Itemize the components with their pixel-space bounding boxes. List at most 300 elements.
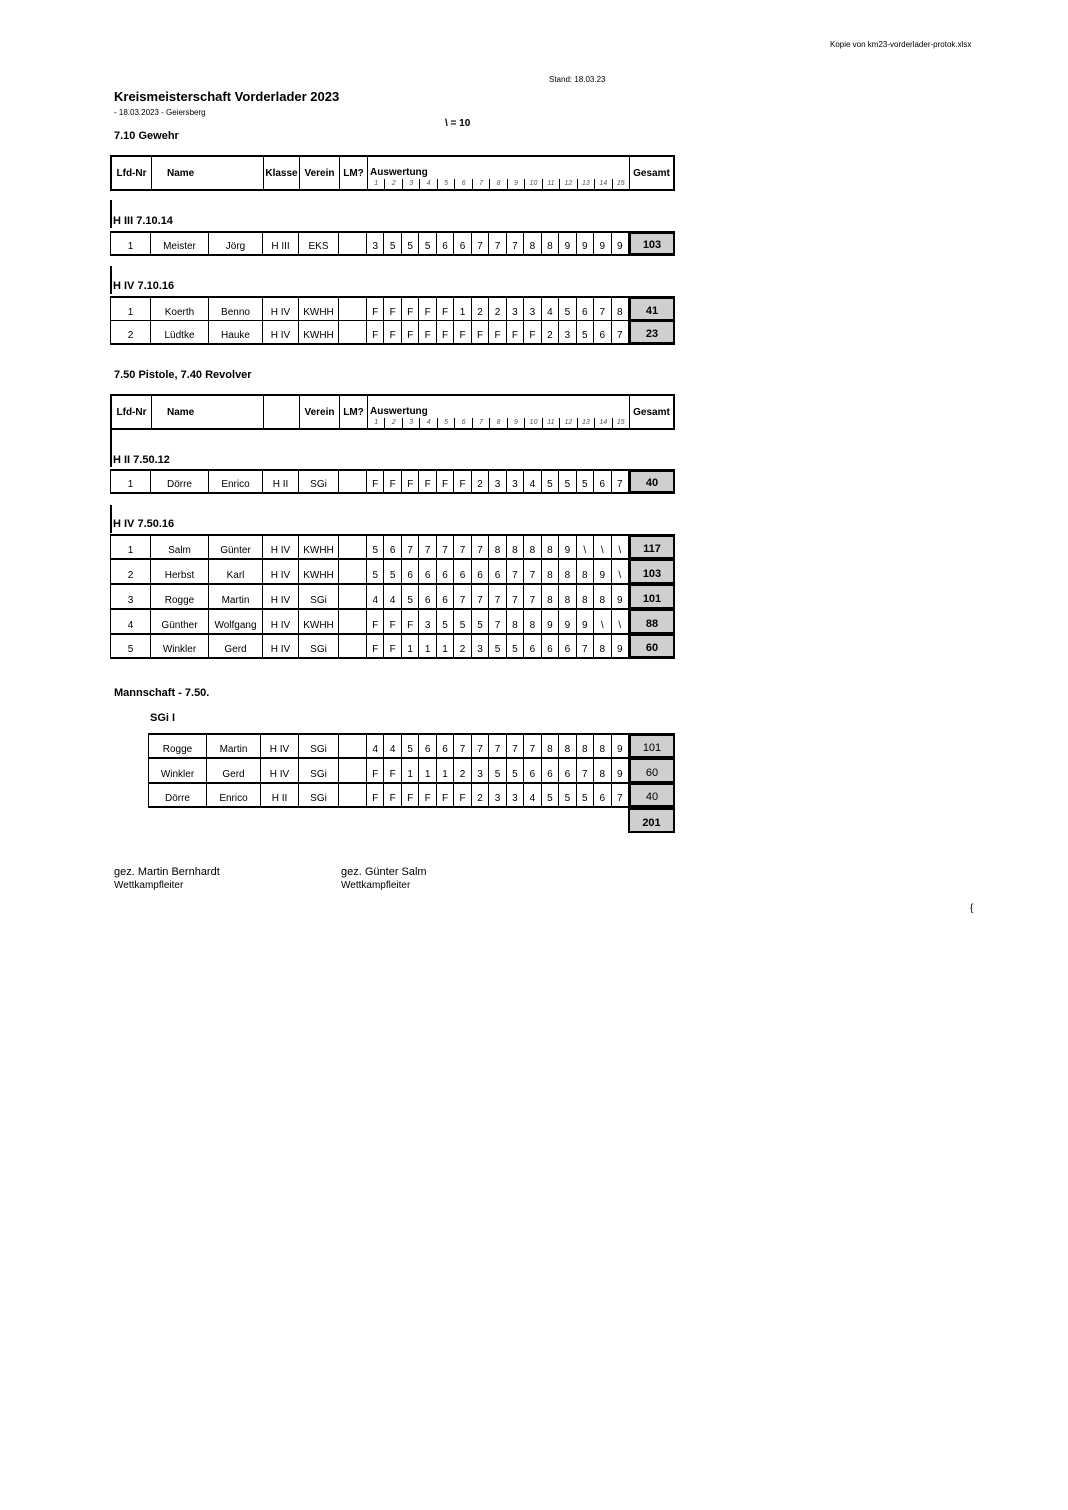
shot-cell: 6 — [454, 560, 471, 583]
team-section-title: Mannschaft - 7.50. — [114, 687, 210, 699]
shot-cell: 2 — [454, 635, 471, 657]
shot-cell: 9 — [559, 610, 576, 633]
header-klasse: Klasse — [264, 157, 300, 189]
total-cell: 101 — [629, 584, 675, 609]
shot-cell: 9 — [612, 759, 629, 782]
shot-cell: 4 — [367, 735, 384, 757]
shot-cell: F — [367, 610, 384, 633]
shot-cell: 7 — [612, 471, 629, 492]
shot-cell: 1 — [437, 759, 454, 782]
shot-cell: 9 — [577, 233, 594, 254]
first-name-cell: Hauke — [209, 321, 263, 343]
shot-cell: 7 — [419, 536, 436, 558]
shot-cell: F — [489, 321, 506, 343]
klasse-cell: H IV — [261, 759, 299, 782]
shot-cell: F — [384, 471, 401, 492]
shot-cell: 6 — [419, 560, 436, 583]
shot-cell: 5 — [559, 471, 576, 492]
shot-cell: 6 — [594, 321, 611, 343]
shot-cell: 5 — [384, 560, 401, 583]
shot-cell: 7 — [472, 233, 489, 254]
shot-cell: 7 — [507, 233, 524, 254]
table-header-pistole — [110, 394, 675, 430]
shot-cell: 8 — [594, 585, 611, 608]
team-row — [148, 758, 675, 783]
shot-cell: F — [384, 321, 401, 343]
shot-cell: 3 — [507, 298, 524, 320]
table-row — [110, 469, 675, 494]
shot-cell: 5 — [367, 536, 384, 558]
lfd-nr-cell: 1 — [111, 536, 151, 558]
shot-cell: 6 — [454, 233, 471, 254]
header-verein: Verein — [300, 157, 340, 189]
first-name-cell: Günter — [209, 536, 263, 558]
shot-cell: 8 — [524, 233, 541, 254]
shot-cell: 8 — [542, 735, 559, 757]
shot-cell: 3 — [559, 321, 576, 343]
last-name-cell: Günther — [151, 610, 209, 633]
page-title: Kreismeisterschaft Vorderlader 2023 — [114, 89, 340, 104]
signature-role: Wettkampfleiter — [114, 880, 184, 891]
table-header-gewehr — [110, 155, 675, 191]
header-lm: LM? — [340, 396, 368, 428]
shot-cell: F — [437, 471, 454, 492]
klasse-cell: H IV — [263, 560, 299, 583]
klasse-cell: H IV — [263, 585, 299, 608]
shot-cell: F — [384, 759, 401, 782]
shot-cell: 9 — [594, 233, 611, 254]
last-name-cell: Dörre — [151, 471, 209, 492]
verein-cell: SGi — [299, 735, 339, 757]
shot-cell: F — [367, 759, 384, 782]
shot-cell: 5 — [454, 610, 471, 633]
shot-cell: 6 — [472, 560, 489, 583]
shot-cell: 8 — [559, 560, 576, 583]
shot-cell: 1 — [402, 759, 419, 782]
shot-cell: 3 — [489, 471, 506, 492]
klasse-cell: H II — [263, 471, 299, 492]
shot-cell: 9 — [559, 536, 576, 558]
header-auswertung — [368, 157, 630, 189]
verein-cell: KWHH — [299, 610, 339, 633]
first-name-cell: Jörg — [209, 233, 263, 254]
table-row — [110, 320, 675, 345]
total-cell: 103 — [629, 559, 675, 584]
shot-cell: F — [384, 635, 401, 657]
shot-cell: 7 — [489, 585, 506, 608]
verein-cell: SGi — [299, 585, 339, 608]
shot-cell: 4 — [542, 298, 559, 320]
lm-cell — [339, 536, 367, 558]
shot-cell: 7 — [524, 585, 541, 608]
last-name-cell: Dörre — [149, 784, 207, 806]
klasse-cell: H IV — [263, 635, 299, 657]
backslash-legend: \ = 10 — [445, 118, 471, 129]
shot-cell: 8 — [542, 536, 559, 558]
total-cell: 117 — [629, 535, 675, 559]
verein-cell: SGi — [299, 759, 339, 782]
shot-cell: 8 — [577, 735, 594, 757]
shot-cell: F — [402, 784, 419, 806]
page-subtitle: - 18.03.2023 - Geiersberg — [114, 108, 206, 117]
shot-cell: 2 — [472, 784, 489, 806]
shot-cell: 2 — [454, 759, 471, 782]
shot-cell: \ — [612, 560, 629, 583]
header-gesamt: Gesamt — [633, 167, 670, 179]
shot-numbers: 1 2 3 4 5 6 7 8 9 10 11 12 13 14 15 — [368, 418, 629, 428]
shot-cell: 5 — [437, 610, 454, 633]
shot-cell: 3 — [524, 298, 541, 320]
klasse-cell: H II — [261, 784, 299, 806]
shot-cell: 5 — [577, 471, 594, 492]
first-name-cell: Benno — [209, 298, 263, 320]
shot-cell: \ — [612, 610, 629, 633]
first-name-cell: Martin — [207, 735, 261, 757]
shot-cell: F — [367, 321, 384, 343]
last-name-cell: Lüdtke — [151, 321, 209, 343]
first-name-cell: Enrico — [207, 784, 261, 806]
first-name-cell: Gerd — [209, 635, 263, 657]
shot-cell: 3 — [367, 233, 384, 254]
shot-cell: 5 — [507, 635, 524, 657]
shot-cell: 8 — [542, 560, 559, 583]
shot-cell: 8 — [577, 560, 594, 583]
lm-cell — [339, 610, 367, 633]
shot-cell: 4 — [524, 784, 541, 806]
table-row — [110, 559, 675, 584]
shot-cell: 6 — [419, 585, 436, 608]
header-name: Name — [152, 396, 264, 428]
shot-cell: F — [384, 298, 401, 320]
shot-cell: 9 — [612, 635, 629, 657]
verein-cell: SGi — [299, 784, 339, 806]
lm-cell — [339, 635, 367, 657]
shot-cell: 5 — [402, 735, 419, 757]
shot-cell: 8 — [524, 536, 541, 558]
team-row — [148, 733, 675, 758]
header-auswertung-label: Auswertung — [370, 167, 428, 178]
shot-cell: F — [367, 635, 384, 657]
last-name-cell: Winkler — [151, 635, 209, 657]
shot-cell: F — [402, 471, 419, 492]
last-name-cell: Herbst — [151, 560, 209, 583]
shot-cell: 9 — [594, 560, 611, 583]
lm-cell — [339, 321, 367, 343]
shot-cell: 6 — [594, 471, 611, 492]
shot-cell: 5 — [559, 784, 576, 806]
lm-cell — [339, 735, 367, 757]
lfd-nr-cell: 4 — [111, 610, 151, 633]
shot-cell: 5 — [489, 635, 506, 657]
first-name-cell: Karl — [209, 560, 263, 583]
verein-cell: KWHH — [299, 298, 339, 320]
shot-cell: \ — [594, 610, 611, 633]
klasse-cell: H IV — [261, 735, 299, 757]
shot-cell: 8 — [524, 610, 541, 633]
shot-cell: 7 — [437, 536, 454, 558]
table-row — [110, 609, 675, 634]
shot-cell: 9 — [577, 610, 594, 633]
shot-cell: 5 — [489, 759, 506, 782]
lm-cell — [339, 784, 367, 806]
total-cell: 103 — [629, 232, 675, 255]
shot-cell: F — [472, 321, 489, 343]
shot-cell: F — [402, 610, 419, 633]
shot-cell: 5 — [542, 471, 559, 492]
shot-cell: F — [402, 321, 419, 343]
shot-cell: 8 — [594, 635, 611, 657]
header-verein: Verein — [300, 396, 340, 428]
shot-cell: F — [419, 784, 436, 806]
shot-cell: 9 — [559, 233, 576, 254]
shot-cell: 8 — [489, 536, 506, 558]
shot-cell: 5 — [402, 585, 419, 608]
first-name-cell: Enrico — [209, 471, 263, 492]
team-name: SGi I — [150, 712, 176, 724]
lfd-nr-cell: 2 — [111, 321, 151, 343]
shot-cell: 7 — [489, 610, 506, 633]
shot-cell: 7 — [594, 298, 611, 320]
signature-name: gez. Günter Salm — [341, 866, 427, 878]
shot-cell: F — [437, 321, 454, 343]
shot-cell: 4 — [384, 585, 401, 608]
shot-cell: 7 — [612, 784, 629, 806]
signature-name: gez. Martin Bernhardt — [114, 866, 220, 878]
shot-cell: 3 — [489, 784, 506, 806]
lfd-nr-cell: 1 — [111, 233, 151, 254]
table-row — [110, 634, 675, 659]
shot-cell: 6 — [489, 560, 506, 583]
stand-date: Stand: 18.03.23 — [549, 75, 606, 84]
file-name: Kopie von km23-vorderlader-protok.xlsx — [830, 40, 972, 49]
shot-cell: F — [454, 321, 471, 343]
shot-cell: 7 — [524, 560, 541, 583]
shot-cell: F — [454, 784, 471, 806]
lm-cell — [339, 560, 367, 583]
shot-cell: F — [507, 321, 524, 343]
lfd-nr-cell: 2 — [111, 560, 151, 583]
lfd-nr-cell: 1 — [111, 471, 151, 492]
header-auswertung — [368, 396, 630, 428]
table-row — [110, 231, 675, 256]
group-title: H IV 7.50.16 — [113, 518, 175, 530]
lfd-nr-cell: 3 — [111, 585, 151, 608]
header-klasse-empty — [264, 396, 300, 428]
total-cell: 88 — [629, 609, 675, 634]
shot-cell: 8 — [612, 298, 629, 320]
lm-cell — [339, 471, 367, 492]
shot-cell: 7 — [507, 560, 524, 583]
shot-cell: 7 — [402, 536, 419, 558]
shot-cell: 5 — [402, 233, 419, 254]
total-cell: 101 — [629, 734, 675, 758]
shot-cell: 6 — [594, 784, 611, 806]
shot-cell: 6 — [559, 635, 576, 657]
shot-cell: 5 — [559, 298, 576, 320]
shot-cell: 9 — [612, 735, 629, 757]
last-name-cell: Koerth — [151, 298, 209, 320]
header-lm: LM? — [340, 157, 368, 189]
shot-cell: F — [437, 784, 454, 806]
shot-cell: 6 — [577, 298, 594, 320]
shot-cell: 7 — [507, 585, 524, 608]
shot-cell: 3 — [472, 759, 489, 782]
shot-cell: 7 — [612, 321, 629, 343]
shot-cell: F — [524, 321, 541, 343]
shot-cell: 2 — [472, 298, 489, 320]
verein-cell: KWHH — [299, 536, 339, 558]
shot-cell: 8 — [542, 585, 559, 608]
shot-cell: 8 — [507, 610, 524, 633]
shot-cell: 6 — [437, 585, 454, 608]
shot-cell: 7 — [577, 635, 594, 657]
shot-cell: 6 — [542, 759, 559, 782]
shot-cell: 8 — [594, 735, 611, 757]
first-name-cell: Wolfgang — [209, 610, 263, 633]
klasse-cell: H IV — [263, 298, 299, 320]
verein-cell: SGi — [299, 635, 339, 657]
shot-cell: 8 — [542, 233, 559, 254]
shot-cell: 5 — [384, 233, 401, 254]
shot-cell: 9 — [542, 610, 559, 633]
shot-cell: 5 — [419, 233, 436, 254]
shot-cell: 1 — [419, 635, 436, 657]
shot-cell: 1 — [437, 635, 454, 657]
shot-cell: \ — [594, 536, 611, 558]
shot-cell: 3 — [507, 471, 524, 492]
shot-cell: 3 — [472, 635, 489, 657]
shot-cell: F — [384, 610, 401, 633]
total-cell: 60 — [629, 758, 675, 783]
shot-cell: 6 — [437, 560, 454, 583]
total-cell: 23 — [629, 320, 675, 344]
header-auswertung-label: Auswertung — [370, 406, 428, 417]
last-name-cell: Winkler — [149, 759, 207, 782]
section-title-pistole: 7.50 Pistole, 7.40 Revolver — [114, 369, 252, 381]
shot-cell: 3 — [419, 610, 436, 633]
last-name-cell: Rogge — [151, 585, 209, 608]
total-cell: 40 — [629, 470, 675, 493]
shot-numbers: 1 2 3 4 5 6 7 8 9 10 11 12 13 14 15 — [368, 179, 629, 189]
shot-cell: 3 — [507, 784, 524, 806]
shot-cell: 5 — [367, 560, 384, 583]
shot-cell: F — [419, 321, 436, 343]
shot-cell: 8 — [594, 759, 611, 782]
lm-cell — [339, 585, 367, 608]
shot-cell: 6 — [437, 735, 454, 757]
shot-cell: 7 — [454, 735, 471, 757]
shot-cell: 8 — [507, 536, 524, 558]
shot-cell: 2 — [489, 298, 506, 320]
shot-cell: 5 — [577, 321, 594, 343]
shot-cell: 5 — [507, 759, 524, 782]
shot-cell: 1 — [402, 635, 419, 657]
last-name-cell: Salm — [151, 536, 209, 558]
group-title: H III 7.10.14 — [113, 215, 173, 227]
verein-cell: KWHH — [299, 321, 339, 343]
shot-cell: F — [437, 298, 454, 320]
signature-role: Wettkampfleiter — [341, 880, 411, 891]
shot-cell: F — [367, 298, 384, 320]
shot-cell: 4 — [524, 471, 541, 492]
shot-cell: 6 — [384, 536, 401, 558]
shot-cell: 1 — [419, 759, 436, 782]
shot-cell: F — [367, 471, 384, 492]
stray-mark: { — [970, 903, 974, 914]
shot-cell: 7 — [472, 585, 489, 608]
shot-cell: \ — [577, 536, 594, 558]
shot-cell: 5 — [472, 610, 489, 633]
shot-cell: \ — [612, 536, 629, 558]
shot-cell: 7 — [472, 735, 489, 757]
shot-cell: F — [402, 298, 419, 320]
last-name-cell: Rogge — [149, 735, 207, 757]
shot-cell: 7 — [489, 735, 506, 757]
lfd-nr-cell: 5 — [111, 635, 151, 657]
shot-cell: 7 — [489, 233, 506, 254]
first-name-cell: Gerd — [207, 759, 261, 782]
shot-cell: F — [419, 471, 436, 492]
shot-cell: 8 — [559, 735, 576, 757]
lm-cell — [339, 298, 367, 320]
total-cell: 40 — [629, 783, 675, 807]
first-name-cell: Martin — [209, 585, 263, 608]
verein-cell: KWHH — [299, 560, 339, 583]
shot-cell: F — [367, 784, 384, 806]
shot-cell: 8 — [559, 585, 576, 608]
shot-cell: 6 — [524, 635, 541, 657]
shot-cell: 6 — [419, 735, 436, 757]
shot-cell: 4 — [384, 735, 401, 757]
shot-cell: 7 — [454, 585, 471, 608]
shot-cell: 6 — [524, 759, 541, 782]
header-lfd: Lfd-Nr — [112, 157, 152, 189]
shot-cell: 9 — [612, 585, 629, 608]
klasse-cell: H IV — [263, 536, 299, 558]
table-row — [110, 534, 675, 559]
shot-cell: 8 — [577, 585, 594, 608]
shot-cell: 6 — [542, 635, 559, 657]
header-name: Name — [152, 157, 264, 189]
lm-cell — [339, 233, 367, 254]
shot-cell: 2 — [472, 471, 489, 492]
shot-cell: 7 — [577, 759, 594, 782]
klasse-cell: H III — [263, 233, 299, 254]
lm-cell — [339, 759, 367, 782]
shot-cell: 7 — [524, 735, 541, 757]
shot-cell: 4 — [367, 585, 384, 608]
shot-cell: 2 — [542, 321, 559, 343]
header-lfd: Lfd-Nr — [112, 396, 152, 428]
table-row — [110, 584, 675, 609]
shot-cell: 1 — [454, 298, 471, 320]
team-row — [148, 783, 675, 808]
shot-cell: F — [419, 298, 436, 320]
last-name-cell: Meister — [151, 233, 209, 254]
shot-cell: 6 — [402, 560, 419, 583]
section-title-gewehr: 7.10 Gewehr — [114, 130, 179, 142]
verein-cell: EKS — [299, 233, 339, 254]
total-cell: 41 — [629, 297, 675, 321]
shot-cell: F — [454, 471, 471, 492]
shot-cell: 7 — [507, 735, 524, 757]
group-title: H IV 7.10.16 — [113, 280, 175, 292]
shot-cell: F — [384, 784, 401, 806]
shot-cell: 5 — [542, 784, 559, 806]
verein-cell: SGi — [299, 471, 339, 492]
lfd-nr-cell: 1 — [111, 298, 151, 320]
klasse-cell: H IV — [263, 321, 299, 343]
